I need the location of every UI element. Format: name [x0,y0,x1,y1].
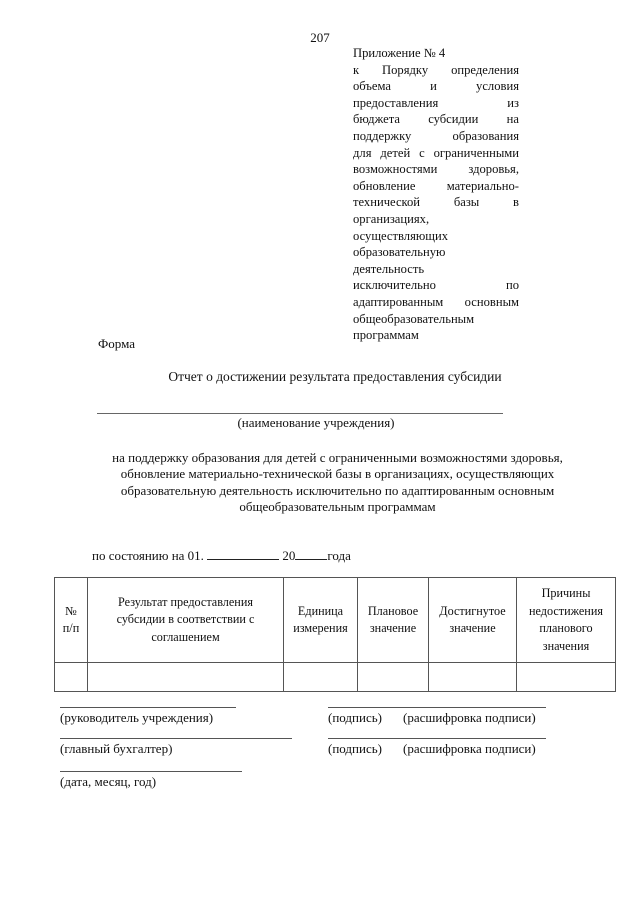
report-title: Отчет о достижении результата предоставления субсидии [168,369,502,384]
appendix-line: образовательную [353,245,446,260]
table-cell [358,663,429,692]
head-caption: (руководитель учреждения) [60,710,214,725]
purpose-line: общеобразовательным программам [239,498,436,514]
date-line [60,771,242,772]
appendix-block [353,45,519,344]
report-table [54,577,616,692]
decode-caption: (расшифровка подписи) [403,710,536,725]
table-row [55,663,616,692]
institution-name-line [97,413,503,414]
header-unit: Единица измерения [284,578,358,663]
appendix-line: осуществляющих [353,228,449,243]
header-achieved: Достигнутое значение [429,578,517,663]
appendix-line: деятельность [353,261,425,276]
header-result: Результат предоставления субсидии в соответствии с соглашением [88,578,284,663]
year-blank [295,546,327,560]
subsidy-purpose [85,450,590,515]
accountant-caption: (главный бухгалтер) [60,741,173,756]
appendix-line: возможностями здоровья, [353,162,519,177]
header-planned: Плановое значение [358,578,429,663]
appendix-line: к Порядку определения [353,62,519,77]
date-caption: (дата, месяц, год) [60,774,157,789]
table-cell [517,663,616,692]
appendix-line: объема и условия [353,79,519,94]
header-number: № п/п [55,578,88,663]
as-of-year-prefix: 20 [282,548,296,563]
appendix-line: адаптированным основным [353,294,519,309]
appendix-text [353,62,519,344]
form-label: Форма [98,336,135,351]
header-reasons: Причины недостижения планового значения [517,578,616,663]
appendix-line: организациях, [353,211,430,226]
date-blank [207,546,279,560]
appendix-line: исключительно по [353,278,519,293]
accountant-signature-line [60,738,292,739]
signature-caption: (подпись) [328,710,382,725]
purpose-line: обновление материально-технической базы в организациях, осуществляющих [120,466,555,482]
appendix-line: поддержку образования [353,128,519,143]
appendix-line: технической базы в [353,195,519,210]
institution-name-caption: (наименование учреждения) [237,415,395,430]
appendix-line: для детей с ограниченными [353,145,519,160]
appendix-line: программам [353,328,419,343]
table-header-row [55,578,616,663]
table-cell [284,663,358,692]
as-of-prefix: по состоянию на 01. [92,548,204,563]
table-cell [88,663,284,692]
as-of-suffix: года [327,548,351,563]
accountant-signature-name-line [328,738,546,739]
table-cell [429,663,517,692]
head-signature-name-line [328,707,546,708]
page-number: 207 [310,30,330,45]
table-cell [55,663,88,692]
appendix-line: бюджета субсидии на [353,112,519,127]
purpose-line: образовательную деятельность исключительно по адаптированным основным [120,482,555,498]
signature-caption: (подпись) [328,741,382,756]
appendix-line: предоставления из [353,95,519,110]
appendix-title: Приложение № 4 [353,46,446,60]
appendix-line: общеобразовательным [353,311,475,326]
head-signature-line [60,707,236,708]
as-of-date [92,546,351,564]
purpose-line: на поддержку образования для детей с ограниченными возможностями здоровья, [112,450,563,465]
decode-caption: (расшифровка подписи) [403,741,536,756]
appendix-line: обновление материально- [353,178,519,193]
